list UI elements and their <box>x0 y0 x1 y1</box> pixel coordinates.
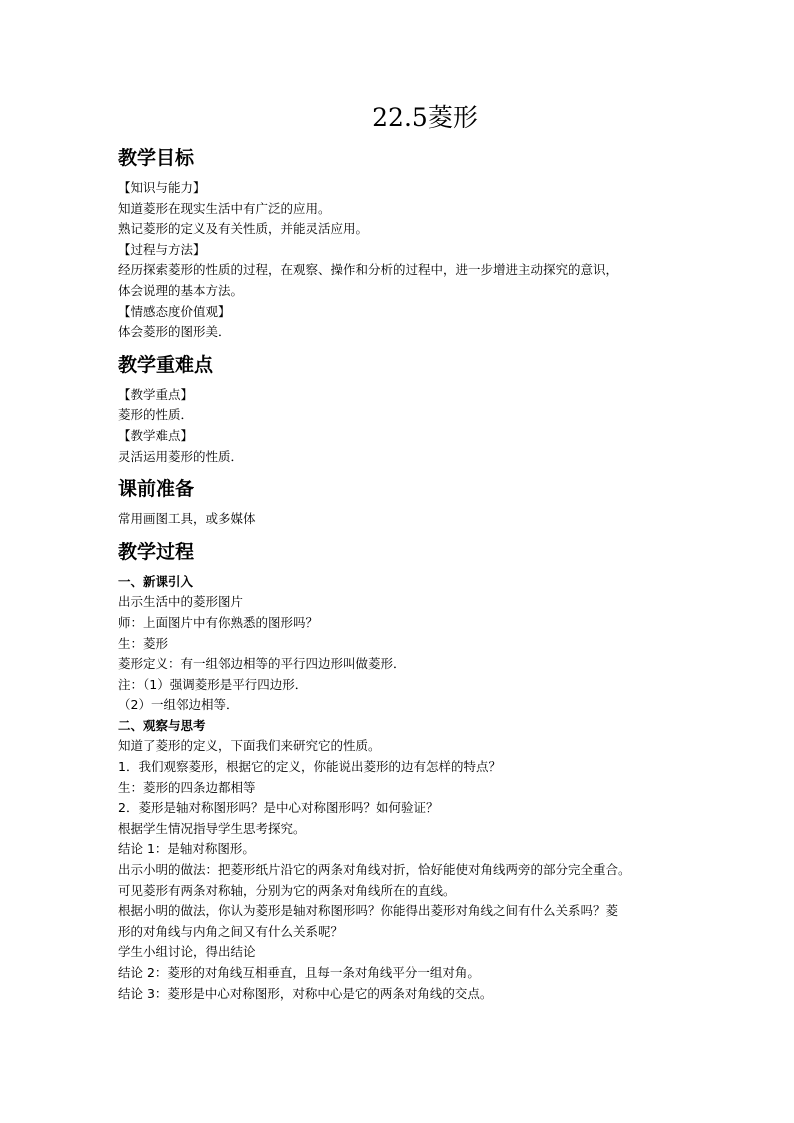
goals-line-0: 【知识与能力】 <box>118 180 206 195</box>
process-part2-line-9: 形的对角线与内角之间又有什么关系呢？ <box>118 923 344 939</box>
process-part2-line-12: 结论 3：菱形是中心对称图形，对称中心是它的两条对角线的交点。 <box>118 985 493 1001</box>
goals-line-1: 知道菱形在现实生活中有广泛的应用。 <box>118 200 331 216</box>
process-part1-line-2: 生：菱形 <box>118 635 169 651</box>
process-part1-line-4: 注：（1）强调菱形是平行四边形． <box>118 676 308 692</box>
prep-line-0: 常用画图工具，或多媒体 <box>118 511 256 527</box>
process-part2-line-7: 可见菱形有两条对称轴，分别为它的两条对角线所在的直线。 <box>118 882 456 898</box>
process-part1-line-5: （2）一组邻边相等． <box>118 697 239 713</box>
process-part1-line-1: 师：上面图片中有你熟悉的图形吗？ <box>118 614 319 630</box>
goals-line-7: 体会菱形的图形美． <box>118 324 231 340</box>
process-part2-line-5: 结论 1：是轴对称图形。 <box>118 841 255 857</box>
keypoints-line-0: 【教学重点】 <box>118 386 194 402</box>
process-part2-line-10: 学生小组讨论，得出结论 <box>118 944 256 960</box>
process-part2-line-2: 生：菱形的四条边都相等 <box>118 779 256 795</box>
heading-process: 教学过程 <box>118 540 195 563</box>
keypoints-line-3: 灵活运用菱形的性质． <box>118 448 244 464</box>
document-body <box>118 144 688 1004</box>
process-part2-line-3: 2．菱形是轴对称图形吗？是中心对称图形吗？如何验证？ <box>118 800 439 816</box>
process-part2-line-1: 1．我们观察菱形，根据它的定义，你能说出菱形的边有怎样的特点？ <box>118 759 501 775</box>
process-part2-title: 二、观察与思考 <box>118 717 206 733</box>
heading-keypoints: 教学重难点 <box>118 353 214 376</box>
heading-prep: 课前准备 <box>118 478 195 501</box>
goals-line-4: 经历探索菱形的性质的过程，在观察、操作和分析的过程中，进一步增进主动探究的意识， <box>118 262 619 278</box>
process-part1-line-3: 菱形定义：有一组邻边相等的平行四边形叫做菱形． <box>118 656 406 672</box>
process-part1-title: 一、新课引入 <box>118 573 194 589</box>
process-part2-line-11: 结论 2：菱形的对角线互相垂直，且每一条对角线平分一组对角。 <box>118 965 480 980</box>
goals-line-3: 【过程与方法】 <box>118 241 206 257</box>
process-part2-line-4: 根据学生情况指导学生思考探究。 <box>118 820 306 836</box>
process-part2-line-6: 出示小明的做法：把菱形纸片沿它的两条对角线对折，恰好能使对角线两旁的部分完全重合。 <box>118 862 631 878</box>
process-part2-line-0: 知道了菱形的定义，下面我们来研究它的性质。 <box>118 738 381 754</box>
goals-line-6: 【情感态度价值观】 <box>118 303 231 319</box>
goals-line-5: 体会说理的基本方法。 <box>118 282 244 298</box>
keypoints-line-1: 菱形的性质． <box>118 407 194 423</box>
keypoints-line-2: 【教学难点】 <box>118 427 194 443</box>
process-part1-line-0: 出示生活中的菱形图片 <box>118 594 244 610</box>
goals-line-2: 熟记菱形的定义及有关性质，并能灵活应用。 <box>118 221 369 237</box>
document-title: 22.5菱形 <box>372 103 478 132</box>
process-part2-line-8: 根据小明的做法，你认为菱形是轴对称图形吗？你能得出菱形对角线之间有什么关系吗？菱 <box>118 903 619 919</box>
heading-goals: 教学目标 <box>118 147 195 169</box>
